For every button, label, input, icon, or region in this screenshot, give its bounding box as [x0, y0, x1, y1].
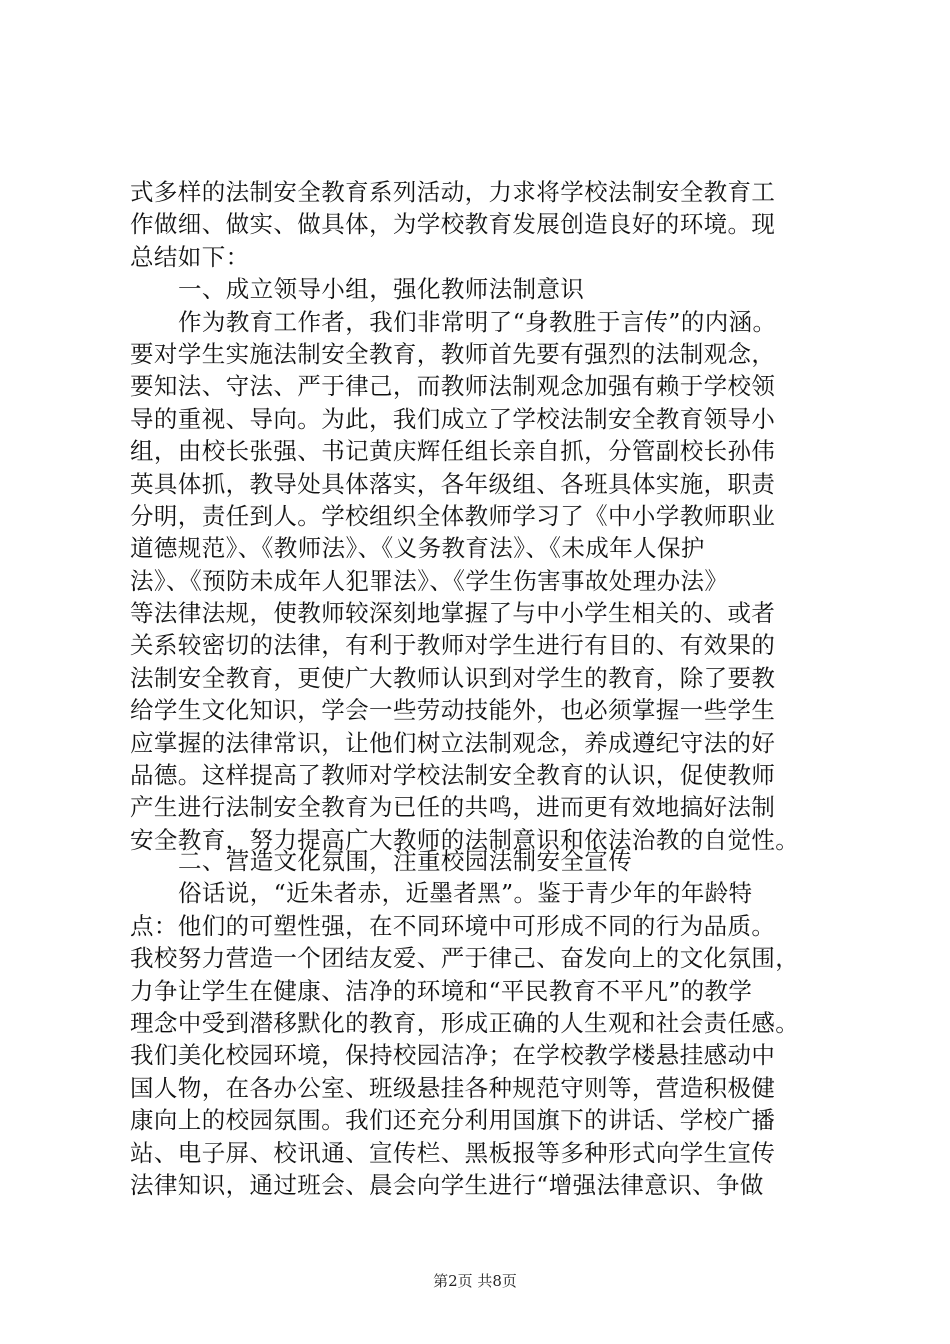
text-line: 导的重视、导向。为此，我们成立了学校法制安全教育领导小 [130, 404, 776, 433]
text-line: 组，由校长张强、书记黄庆辉任组长亲自抓，分管副校长孙伟 [130, 437, 776, 466]
text-line: 安全教育，努力提高广大教师的法制意识和依法治教的自觉性。 [130, 825, 800, 854]
text-line: 我校努力营造一个团结友爱、严于律己、奋发向上的文化氛围， [130, 944, 800, 973]
section-heading-1: 一、成立领导小组，强化教师法制意识 [178, 275, 585, 304]
text-line: 应掌握的法律常识，让他们树立法制观念，养成遵纪守法的好 [130, 728, 776, 757]
text-line: 我们美化校园环境，保持校园洁净；在学校教学楼悬挂感动中 [130, 1041, 776, 1070]
text-line: 式多样的法制安全教育系列活动，力求将学校法制安全教育工 [130, 178, 776, 206]
text-line: 要对学生实施法制安全教育，教师首先要有强烈的法制观念， [130, 339, 776, 368]
text-line: 品德。这样提高了教师对学校法制安全教育的认识，促使教师 [130, 761, 776, 790]
text-line: 法》、《预防未成年人犯罪法》、《学生伤害事故处理办法》 [130, 566, 729, 595]
text-line: 总结如下： [130, 242, 250, 271]
text-line: 法制安全教育，更使广大教师认识到对学生的教育，除了要教 [130, 663, 776, 692]
text-line: 英具体抓，教导处具体落实，各年级组、各班具体实施，职责 [130, 469, 776, 498]
paragraph-start: 作为教育工作者，我们非常明了“身教胜于言传”的内涵。 [178, 307, 777, 336]
body-text-part1 [130, 176, 850, 856]
page-number-footer: 第2页 共8页 [433, 1272, 517, 1290]
text-line: 作做细、做实、做具体，为学校教育发展创造良好的环境。现 [130, 210, 776, 239]
text-line: 点：他们的可塑性强，在不同环境中可形成不同的行为品质。 [130, 911, 776, 940]
text-line: 道德规范》、《教师法》、《义务教育法》、《未成年人保护 [130, 534, 705, 563]
body-text-part2 [130, 845, 850, 1201]
text-line: 等法律法规，使教师较深刻地掌握了与中小学生相关的、或者 [130, 599, 776, 628]
text-line: 力争让学生在健康、洁净的环境和“平民教育不平凡”的教学 [130, 976, 753, 1005]
text-line: 关系较密切的法律，有利于教师对学生进行有目的、有效果的 [130, 631, 776, 660]
text-line: 给学生文化知识，学会一些劳动技能外，也必须掌握一些学生 [130, 696, 776, 725]
text-line: 康向上的校园氛围。我们还充分利用国旗下的讲话、学校广播 [130, 1106, 776, 1135]
text-line: 国人物，在各办公室、班级悬挂各种规范守则等，营造积极健 [130, 1073, 776, 1102]
text-line: 产生进行法制安全教育为已任的共鸣，进而更有效地搞好法制 [130, 793, 776, 822]
text-line: 理念中受到潜移默化的教育，形成正确的人生观和社会责任感。 [130, 1008, 800, 1037]
section-heading-2: 二、营造文化氛围，注重校园法制安全宣传 [178, 847, 633, 875]
text-line: 站、电子屏、校讯通、宣传栏、黑板报等多种形式向学生宣传 [130, 1138, 776, 1167]
paragraph-start: 俗话说，“近朱者赤，近墨者黑”。鉴于青少年的年龄特 [178, 879, 753, 908]
text-line: 分明，责任到人。学校组织全体教师学习了《中小学教师职业 [130, 501, 776, 530]
text-line: 法律知识，通过班会、晨会向学生进行“增强法律意识、争做 [130, 1170, 764, 1199]
text-line: 要知法、守法、严于律己，而教师法制观念加强有赖于学校领 [130, 372, 776, 401]
